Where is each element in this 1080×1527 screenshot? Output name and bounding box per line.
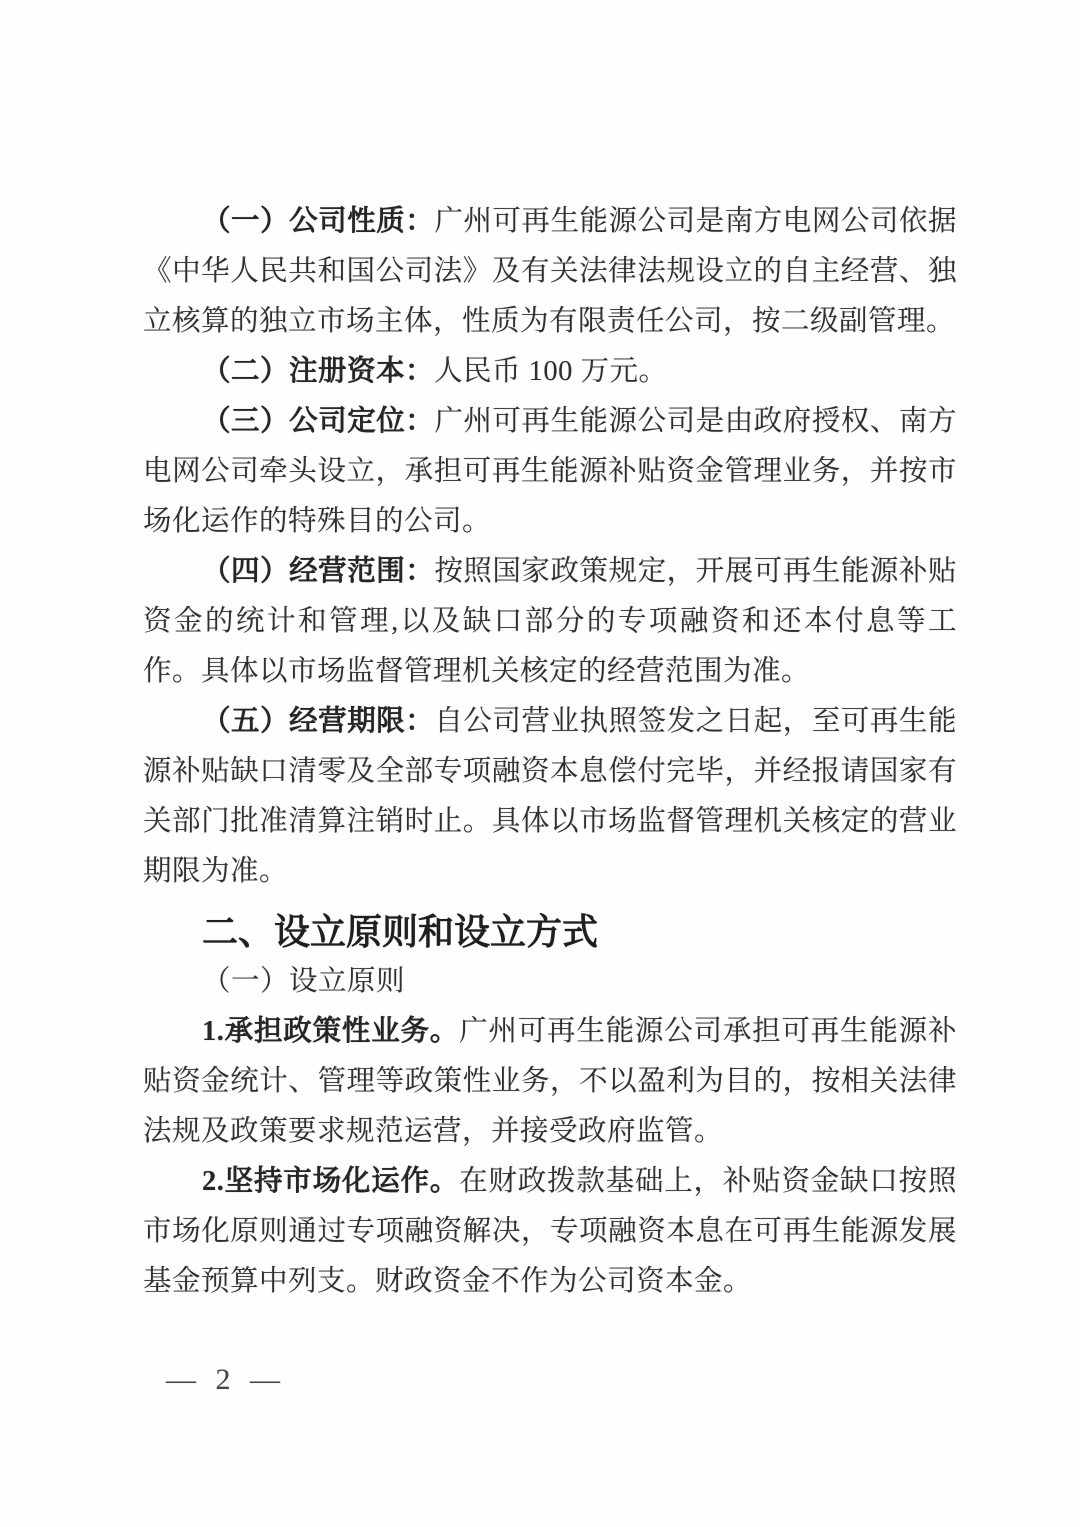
principle-lead: 1.承担政策性业务。 [202,1016,460,1047]
clause-lead: （二）注册资本： [202,356,435,387]
clause-registered-capital [143,347,957,397]
clause-text: 自公司营业执照签发之日起，至可再生能源补贴缺口清零及全部专项融资本息偿付完毕，并经报请国家有关部门批准清算注销时止。具体以市场监督管理机关核定的营业期限为准。 [143,706,957,887]
clause-business-scope [143,547,957,697]
clause-company-nature [143,197,957,347]
page-number: — 2 — [166,1363,286,1396]
clause-text: 广州可再生能源公司是由政府授权、南方电网公司牵头设立，承担可再生能源补贴资金管理业务，并按市场化运作的特殊目的公司。 [143,406,957,537]
principle-market-operation [143,1157,957,1307]
principle-policy-business [143,1007,957,1157]
sub-heading: （一）设立原则 [202,966,406,997]
clause-lead: （三）公司定位： [202,406,435,437]
clause-text: 按照国家政策规定，开展可再生能源补贴资金的统计和管理,以及缺口部分的专项融资和还本付息等工作。具体以市场监督管理机关核定的经营范围为准。 [143,556,957,687]
clause-business-term [143,697,957,897]
document-body [143,197,957,1307]
principle-text: 广州可再生能源公司承担可再生能源补贴资金统计、管理等政策性业务，不以盈利为目的，按相关法律法规及政策要求规范运营，并接受政府监管。 [143,1016,957,1147]
principle-text: 在财政拨款基础上，补贴资金缺口按照市场化原则通过专项融资解决，专项融资本息在可再生能源发展基金预算中列支。财政资金不作为公司资本金。 [143,1166,957,1297]
clause-lead: （一）公司性质： [202,206,435,237]
clause-text: 广州可再生能源公司是南方电网公司依据《中华人民共和国公司法》及有关法律法规设立的自主经营、独立核算的独立市场主体，性质为有限责任公司，按二级副管理。 [143,206,957,337]
clause-company-positioning [143,397,957,547]
clause-lead: （四）经营范围： [202,556,435,587]
principle-lead: 2.坚持市场化运作。 [202,1166,460,1197]
clause-text: 人民币 100 万元。 [434,356,668,387]
clause-lead: （五）经营期限： [202,706,435,737]
section-heading: 二、设立原则和设立方式 [202,911,599,952]
